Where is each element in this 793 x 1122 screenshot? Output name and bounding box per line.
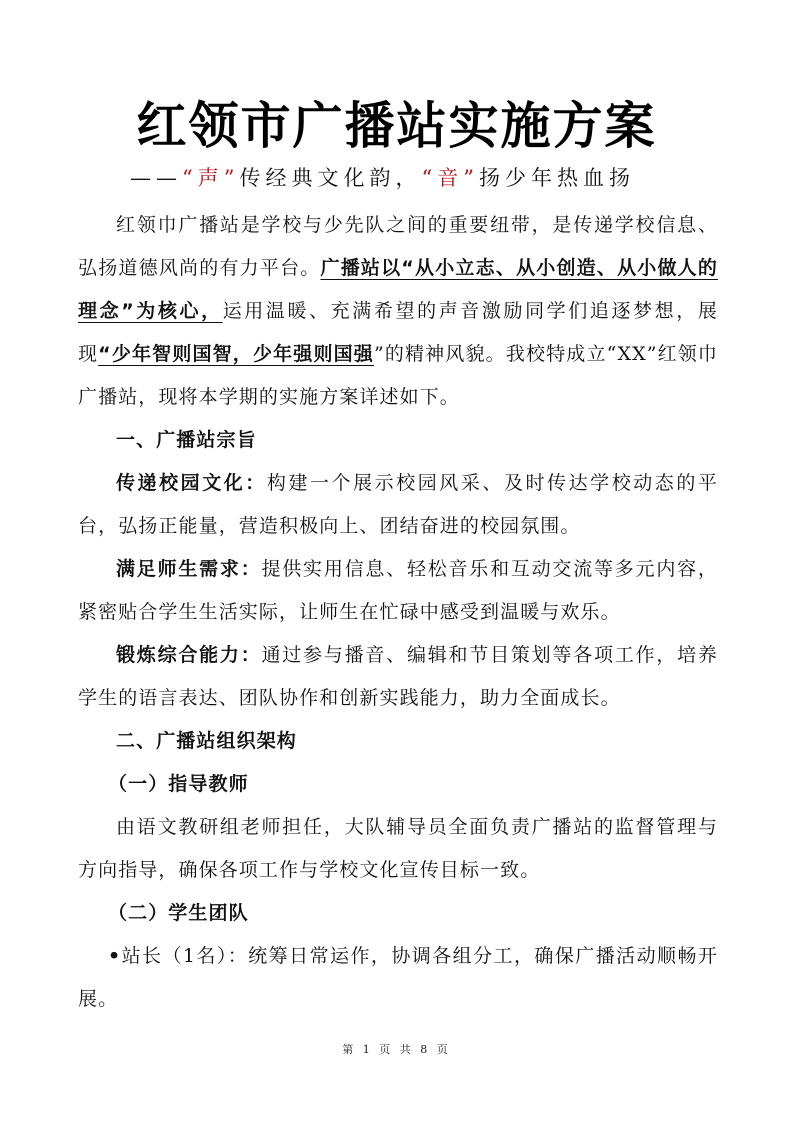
section-1-item — [78, 462, 718, 548]
subtitle-quote-open-2: “ — [421, 166, 438, 190]
subtitle-keyword-sheng: 声 — [197, 166, 224, 190]
intro-sentence-3: 运用温暖、充满希望的声音激励同学们追逐梦想，展现 — [78, 300, 718, 365]
section-1-heading: 一、广播站宗旨 — [116, 429, 257, 451]
item-label: 传递校园文化： — [116, 472, 267, 494]
subtitle-part-1: 传经典文化韵， — [239, 166, 422, 190]
item-label: 锻炼综合能力： — [116, 644, 262, 666]
section-1-item — [78, 634, 718, 720]
bullet-icon: • — [108, 945, 122, 967]
subtitle-quote-close-2: ” — [463, 166, 479, 190]
item-text: 构建一个展示校园风采、及时传达学校动态的平台，弘扬正能量，营造积极向上、团结奋进的校园氛围。 — [78, 472, 719, 537]
subtitle-dash: —— — [130, 166, 182, 190]
bullet-item — [78, 935, 718, 1021]
document-title: 红领市广播站实施方案 — [136, 97, 657, 155]
subtitle-keyword-yin: 音 — [437, 166, 464, 190]
document-subtitle — [130, 163, 635, 193]
subtitle-quote-open-1: “ — [182, 166, 198, 190]
section-2-heading: 二、广播站组织架构 — [116, 730, 297, 752]
section-1-item — [78, 548, 718, 634]
section-2-2-heading: （二）学生团队 — [108, 902, 249, 924]
item-text: 提供实用信息、轻松音乐和互动交流等多元内容，紧密贴合学生生活实际，让师生在忙碌中感受到温暖与欢乐。 — [78, 558, 719, 623]
item-text: 通过参与播音、编辑和节目策划等各项工作，培养学生的语言表达、团队协作和创新实践能力，助力全面成长。 — [78, 644, 719, 709]
item-label: 满足师生需求： — [116, 558, 262, 580]
bullet-text: 站长（1名）：统筹日常运作，协调各组分工，确保广播活动顺畅开展。 — [78, 945, 718, 1010]
page-number-footer: 第 1 页 共 8 页 — [342, 1043, 451, 1056]
intro-motto: “少年智则国智，少年强则国强 — [98, 343, 374, 365]
section-2-1-heading: （一）指导教师 — [108, 773, 249, 795]
section-2-1-text: 由语文教研组老师担任，大队辅导员全面负责广播站的监督管理与方向指导，确保各项工作与学校文化宣传目标一致。 — [78, 816, 718, 881]
intro-sentence-5: ”的精神风貌。我校特成立“XX”红领巾广播站，现将本学期的实施方案详述如下。 — [78, 343, 718, 408]
document-body — [78, 204, 718, 1021]
subtitle-quote-close-1: ” — [223, 166, 240, 190]
intro-core-concept: 广播站以“从小立志、从小创造、从小做人的理念”为核心， — [78, 257, 718, 322]
intro-paragraph — [78, 204, 718, 419]
intro-sentence-1: 红领巾广播站是学校与少先队之间的重要纽带，是传递学校信息、弘扬道德风尚的有力平台。 — [78, 214, 718, 279]
subtitle-part-2: 扬少年热血扬 — [479, 166, 635, 190]
